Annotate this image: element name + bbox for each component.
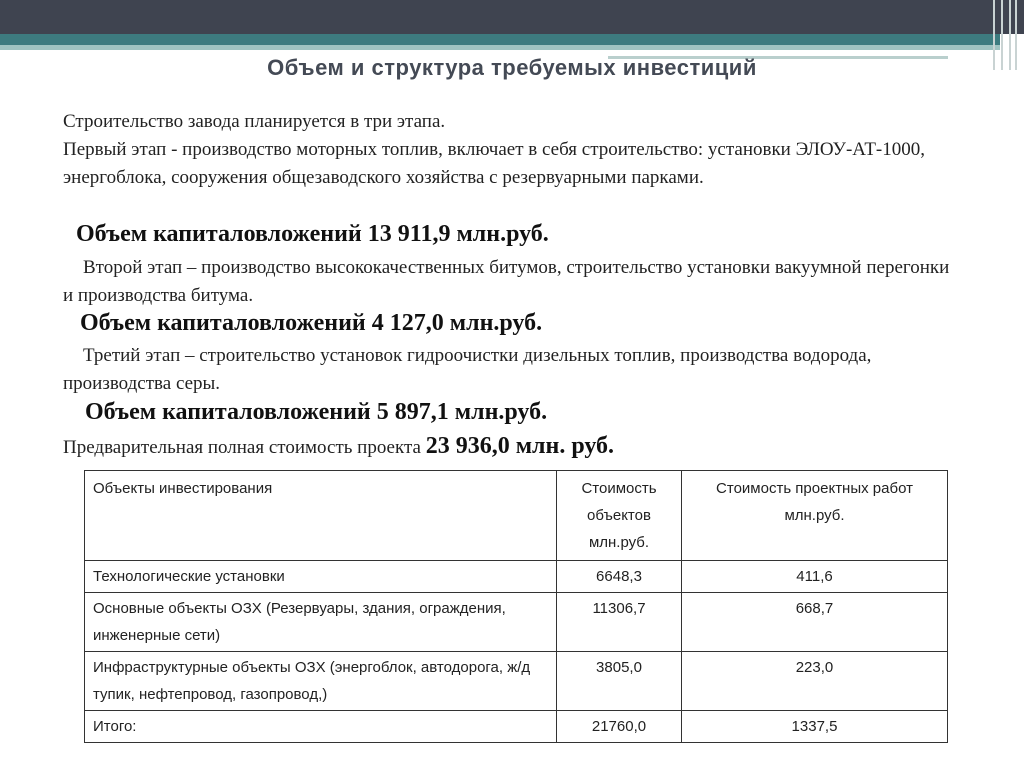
cell-object: Технологические установки — [85, 561, 557, 593]
stage3-capital: Объем капиталовложений 5 897,1 млн.руб. — [85, 399, 548, 425]
top-bar — [0, 0, 1024, 34]
stage3-text: Третий этап – строительство установок гидроочистки дизельных топлив, производства водорода, производства серы. — [63, 345, 872, 394]
accent-band — [0, 34, 1000, 45]
cell-design-cost: 1337,5 — [682, 711, 948, 743]
stage1-capital: Объем капиталовложений 13 911,9 млн.руб. — [76, 221, 549, 247]
cell-object: Итого: — [85, 711, 557, 743]
table-row — [85, 561, 948, 593]
table-row — [85, 593, 948, 652]
investment-table — [84, 470, 948, 743]
accent-band-light — [0, 45, 1000, 50]
cell-object: Основные объекты ОЗХ (Резервуары, здания, ограждения, инженерные сети) — [85, 593, 557, 652]
header-design-cost: Стоимость проектных работ млн.руб. — [682, 471, 948, 561]
cell-design-cost: 223,0 — [682, 652, 948, 711]
cell-design-cost: 668,7 — [682, 593, 948, 652]
cell-cost: 21760,0 — [557, 711, 682, 743]
cell-cost: 3805,0 — [557, 652, 682, 711]
stage2-text: Второй этап – производство высококачественных битумов, строительство установки вакуумной перегонки и производства битума. — [63, 257, 950, 306]
cell-design-cost: 411,6 — [682, 561, 948, 593]
stage2-capital: Объем капиталовложений 4 127,0 млн.руб. — [80, 310, 543, 336]
header-objects: Объекты инвестирования — [85, 471, 557, 561]
intro-text: Строительство завода планируется в три этапа. — [63, 111, 446, 132]
table-row-total — [85, 711, 948, 743]
stage1-text: Первый этап - производство моторных топлив, включает в себя строительство: установки ЭЛОУ-АТ-1000, энергоблока, сооружения общезаводского хозяйства с резервуарными парками. — [63, 139, 926, 188]
page-title: Объем и структура требуемых инвестиций — [267, 55, 757, 80]
table-header-row — [85, 471, 948, 561]
header-cost: Стоимость объектов млн.руб. — [557, 471, 682, 561]
table-row — [85, 652, 948, 711]
total-prefix: Предварительная полная стоимость проекта — [63, 437, 421, 458]
total-value: 23 936,0 млн. руб. — [425, 433, 615, 459]
cell-cost: 6648,3 — [557, 561, 682, 593]
cell-cost: 11306,7 — [557, 593, 682, 652]
cell-object: Инфраструктурные объекты ОЗХ (энергоблок, автодорога, ж/д тупик, нефтепровод, газопровод,) — [85, 652, 557, 711]
total-line — [63, 432, 963, 462]
